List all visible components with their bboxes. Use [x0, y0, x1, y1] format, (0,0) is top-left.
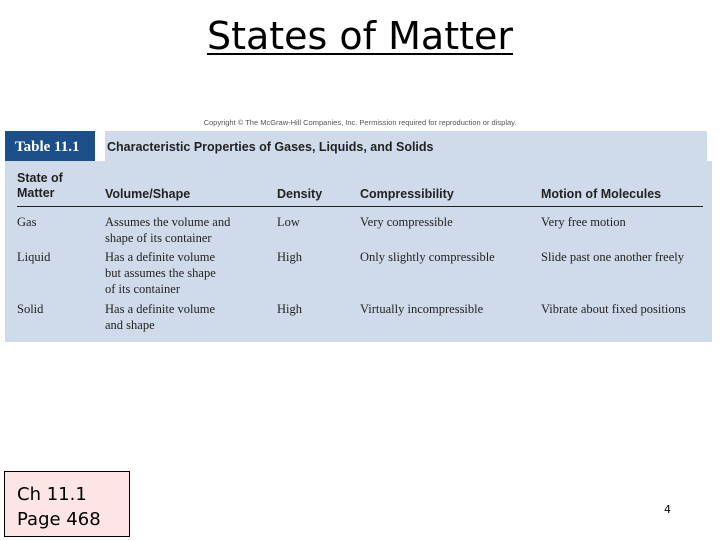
properties-table: [5, 131, 712, 342]
cell-compressibility: Only slightly compressible: [360, 250, 495, 264]
table-caption: Characteristic Properties of Gases, Liquids, and Solids: [105, 131, 707, 161]
header-state: State of Matter: [17, 171, 63, 200]
cell-state: Liquid: [17, 250, 51, 264]
header-density: Density: [277, 187, 323, 201]
slide-title-text: States of Matter: [206, 14, 514, 58]
table-number: Table 11.1: [5, 131, 95, 161]
cell-state: Gas: [17, 215, 37, 229]
cell-motion: Very free motion: [541, 215, 626, 229]
header-motion: Motion of Molecules: [541, 187, 662, 201]
table-header-bar: [5, 131, 712, 161]
cell-motion: Vibrate about fixed positions: [541, 302, 686, 316]
slide-title: [0, 14, 720, 58]
copyright-notice: Copyright © The McGraw-Hill Companies, Inc. Permission required for reproduction or display.: [203, 118, 517, 127]
header-divider: [17, 206, 703, 207]
cell-density: Low: [277, 215, 300, 229]
cell-volume-shape: Assumes the volume and shape of its container: [105, 215, 231, 245]
cell-density: High: [277, 250, 302, 264]
cell-volume-shape: Has a definite volume but assumes the shape of its container: [105, 250, 216, 296]
header-volume-shape: Volume/Shape: [105, 187, 191, 201]
cell-density: High: [277, 302, 302, 316]
header-compressibility: Compressibility: [360, 187, 454, 201]
cell-volume-shape: Has a definite volume and shape: [105, 302, 216, 332]
reference-page: Page 468: [17, 509, 101, 530]
cell-compressibility: Very compressible: [360, 215, 453, 229]
reference-chapter: Ch 11.1: [17, 484, 87, 505]
textbook-reference-box: [4, 471, 130, 537]
cell-state: Solid: [17, 302, 44, 316]
slide-number: 4: [664, 503, 671, 516]
cell-compressibility: Virtually incompressible: [360, 302, 484, 316]
table-body: [5, 161, 712, 342]
cell-motion: Slide past one another freely: [541, 250, 685, 264]
